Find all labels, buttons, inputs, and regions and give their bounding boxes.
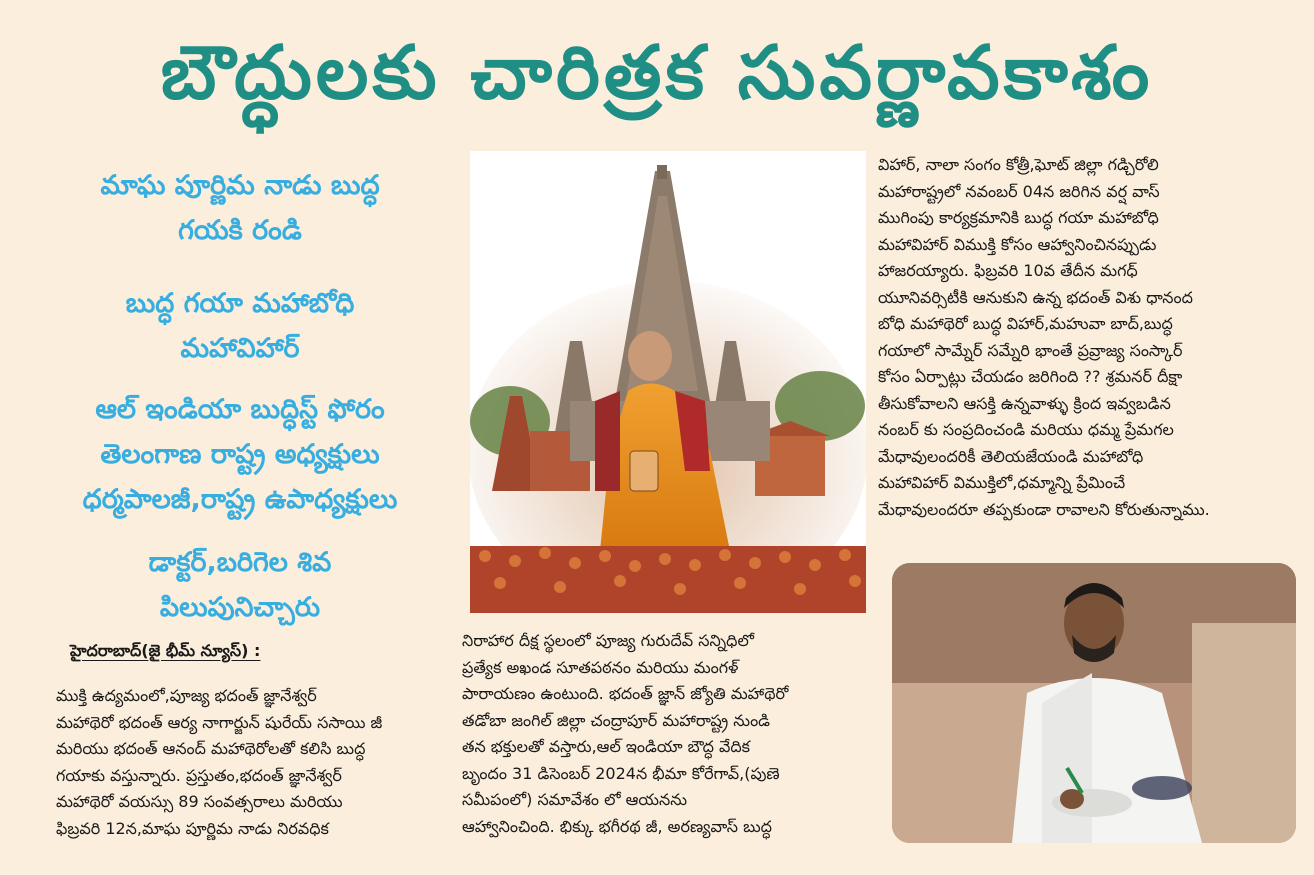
article-line: కోసం ఏర్పాట్లు చేయడం జరిగింది ?? శ్రమనర్ దీక్షా — [878, 367, 1183, 386]
article-column-1 — [56, 683, 426, 842]
article-line: ముగింపు కార్యక్రమానికి బుద్ధ గయా మహాబోధి — [878, 208, 1159, 227]
article-line: విహార్, నాలా సంగం కోత్రీ,ఘోట్ జిల్లా గడ్చిరోలి — [878, 155, 1159, 174]
author-writing-photo — [892, 563, 1296, 843]
subheading-2 — [40, 281, 440, 371]
subheading-line: ఆల్ ఇండియా బుద్ధిస్ట్ ఫోరం — [95, 394, 385, 425]
subheading-line: మాఘ పూర్ణిమ నాడు బుద్ధ — [100, 170, 380, 201]
article-line: మరియు భదంత్ ఆనంద్ మహాథెరోలతో కలిసి బుద్ధ — [56, 739, 366, 758]
article-line: ముక్తి ఉద్యమంలో,పూజ్య భదంత్ జ్ఞానేశ్వర్ — [56, 686, 317, 705]
subheading-line: పిలుపునిచ్చారు — [159, 592, 321, 623]
article-line: మహాథెరో భదంత్ ఆర్య నాగార్జున్ షురేయ్ ససాయి జీ — [56, 712, 383, 732]
subheading-line: బుద్ధ గయా మహాబోధి — [125, 288, 355, 319]
article-line: ప్రత్యేక అఖండ సూతపఠనం మరియు మంగళ్ — [462, 657, 739, 677]
article-column-3 — [878, 152, 1278, 523]
article-line: తన భక్తులతో వస్తారు,ఆల్ ఇండియా బౌద్ధ వేదిక — [462, 737, 751, 756]
subheading-line: మహావిహార్ — [180, 333, 300, 364]
article-line: పారాయణం ఉంటుంది. భదంత్ జ్ఞాన్ జ్యోతి మహాథెరో — [462, 684, 789, 703]
subheading-line: ధర్మపాలజీ,రాష్ట్ర ఉపాధ్యక్షులు — [82, 484, 398, 515]
article-line: బోధి మహాథెరో బుద్ధ విహార్,మహువా బాద్,బుద్ధ — [878, 314, 1173, 333]
article-line: యూనివర్సిటీకి ఆనుకుని ఉన్న భదంత్ విశు ధానంద — [878, 287, 1193, 307]
article-line: మేధావులందరూ తప్పకుండా రావాలని కోరుతున్నాము. — [878, 499, 1210, 519]
article-line: తీసుకోవాలని ఆసక్తి ఉన్నవాళ్ళు క్రింద ఇవ్వబడిన — [878, 393, 1171, 413]
article-line: నిరాహార దీక్ష స్థలంలో పూజ్య గురుదేవ్ సన్నిధిలో — [462, 631, 754, 650]
subheading-4 — [40, 540, 440, 630]
article-line: మహావిహార్ విముక్తిలో,ధమ్మాన్ని ప్రేమించే — [878, 473, 1126, 492]
mahabodhi-temple-monk-photo — [470, 151, 866, 613]
article-line: గయాకు వస్తున్నారు. ప్రస్తుతం,భదంత్ జ్ఞానేశ్వర్ — [56, 765, 342, 785]
article-line: గయాలో సామ్నేర్ సమ్నేరి భాంతే ప్రవ్రాజ్య సంస్కార్ — [878, 340, 1183, 360]
article-line: బృందం 31 డిసెంబర్ 2024న భీమా కోరేగావ్,(పుణె — [462, 763, 780, 783]
headline: బౌద్ధులకు చారిత్రక సువర్ణావకాశం — [160, 30, 1154, 116]
article-line: సమీపంలో) సమావేశం లో ఆయనను — [462, 790, 688, 809]
article-line: మహాథెరో వయస్సు 89 సంవత్సరాలు మరియు — [56, 792, 343, 811]
article-line: మహావిహార్ విముక్తి కోసం ఆహ్వానించినప్పుడు — [878, 234, 1157, 254]
article-line: మేధావులందరికీ తెలియజేయండి మహాబోధి — [878, 446, 1144, 466]
article-line: తడోబా జంగిల్ జిల్లా చంద్రాపూర్ మహారాష్ట్ర నుండి — [462, 710, 771, 730]
article-line: నంబర్ కు సంప్రదించండి మరియు ధమ్మ ప్రేమగల — [878, 420, 1174, 439]
article-line: హాజరయ్యారు. ఫిబ్రవరి 10వ తేదీన మగధ్ — [878, 261, 1138, 280]
article-column-2 — [462, 628, 862, 840]
subheading-3 — [40, 387, 440, 522]
subheading-line: తెలంగాణ రాష్ట్ర అధ్యక్షులు — [100, 439, 380, 470]
subheading-line: గయకి రండి — [178, 215, 302, 246]
article-line: ఫిబ్రవరి 12న,మాఘ పూర్ణిమ నాడు నిరవధిక — [56, 818, 329, 838]
subheading-line: డాక్టర్,బరిగెల శివ — [148, 547, 332, 578]
subheading-1 — [40, 163, 440, 253]
dateline: హైదరాబాద్(జై భీమ్ న్యూస్) : — [70, 641, 261, 660]
article-line: మహారాష్ట్రలో నవంబర్ 04న జరిగిన వర్ష వాస్ — [878, 181, 1160, 201]
article-line: ఆహ్వానించింది. భిక్కు భగీరథ జీ, అరణ్యవాస్ బుద్ధ — [462, 816, 772, 836]
